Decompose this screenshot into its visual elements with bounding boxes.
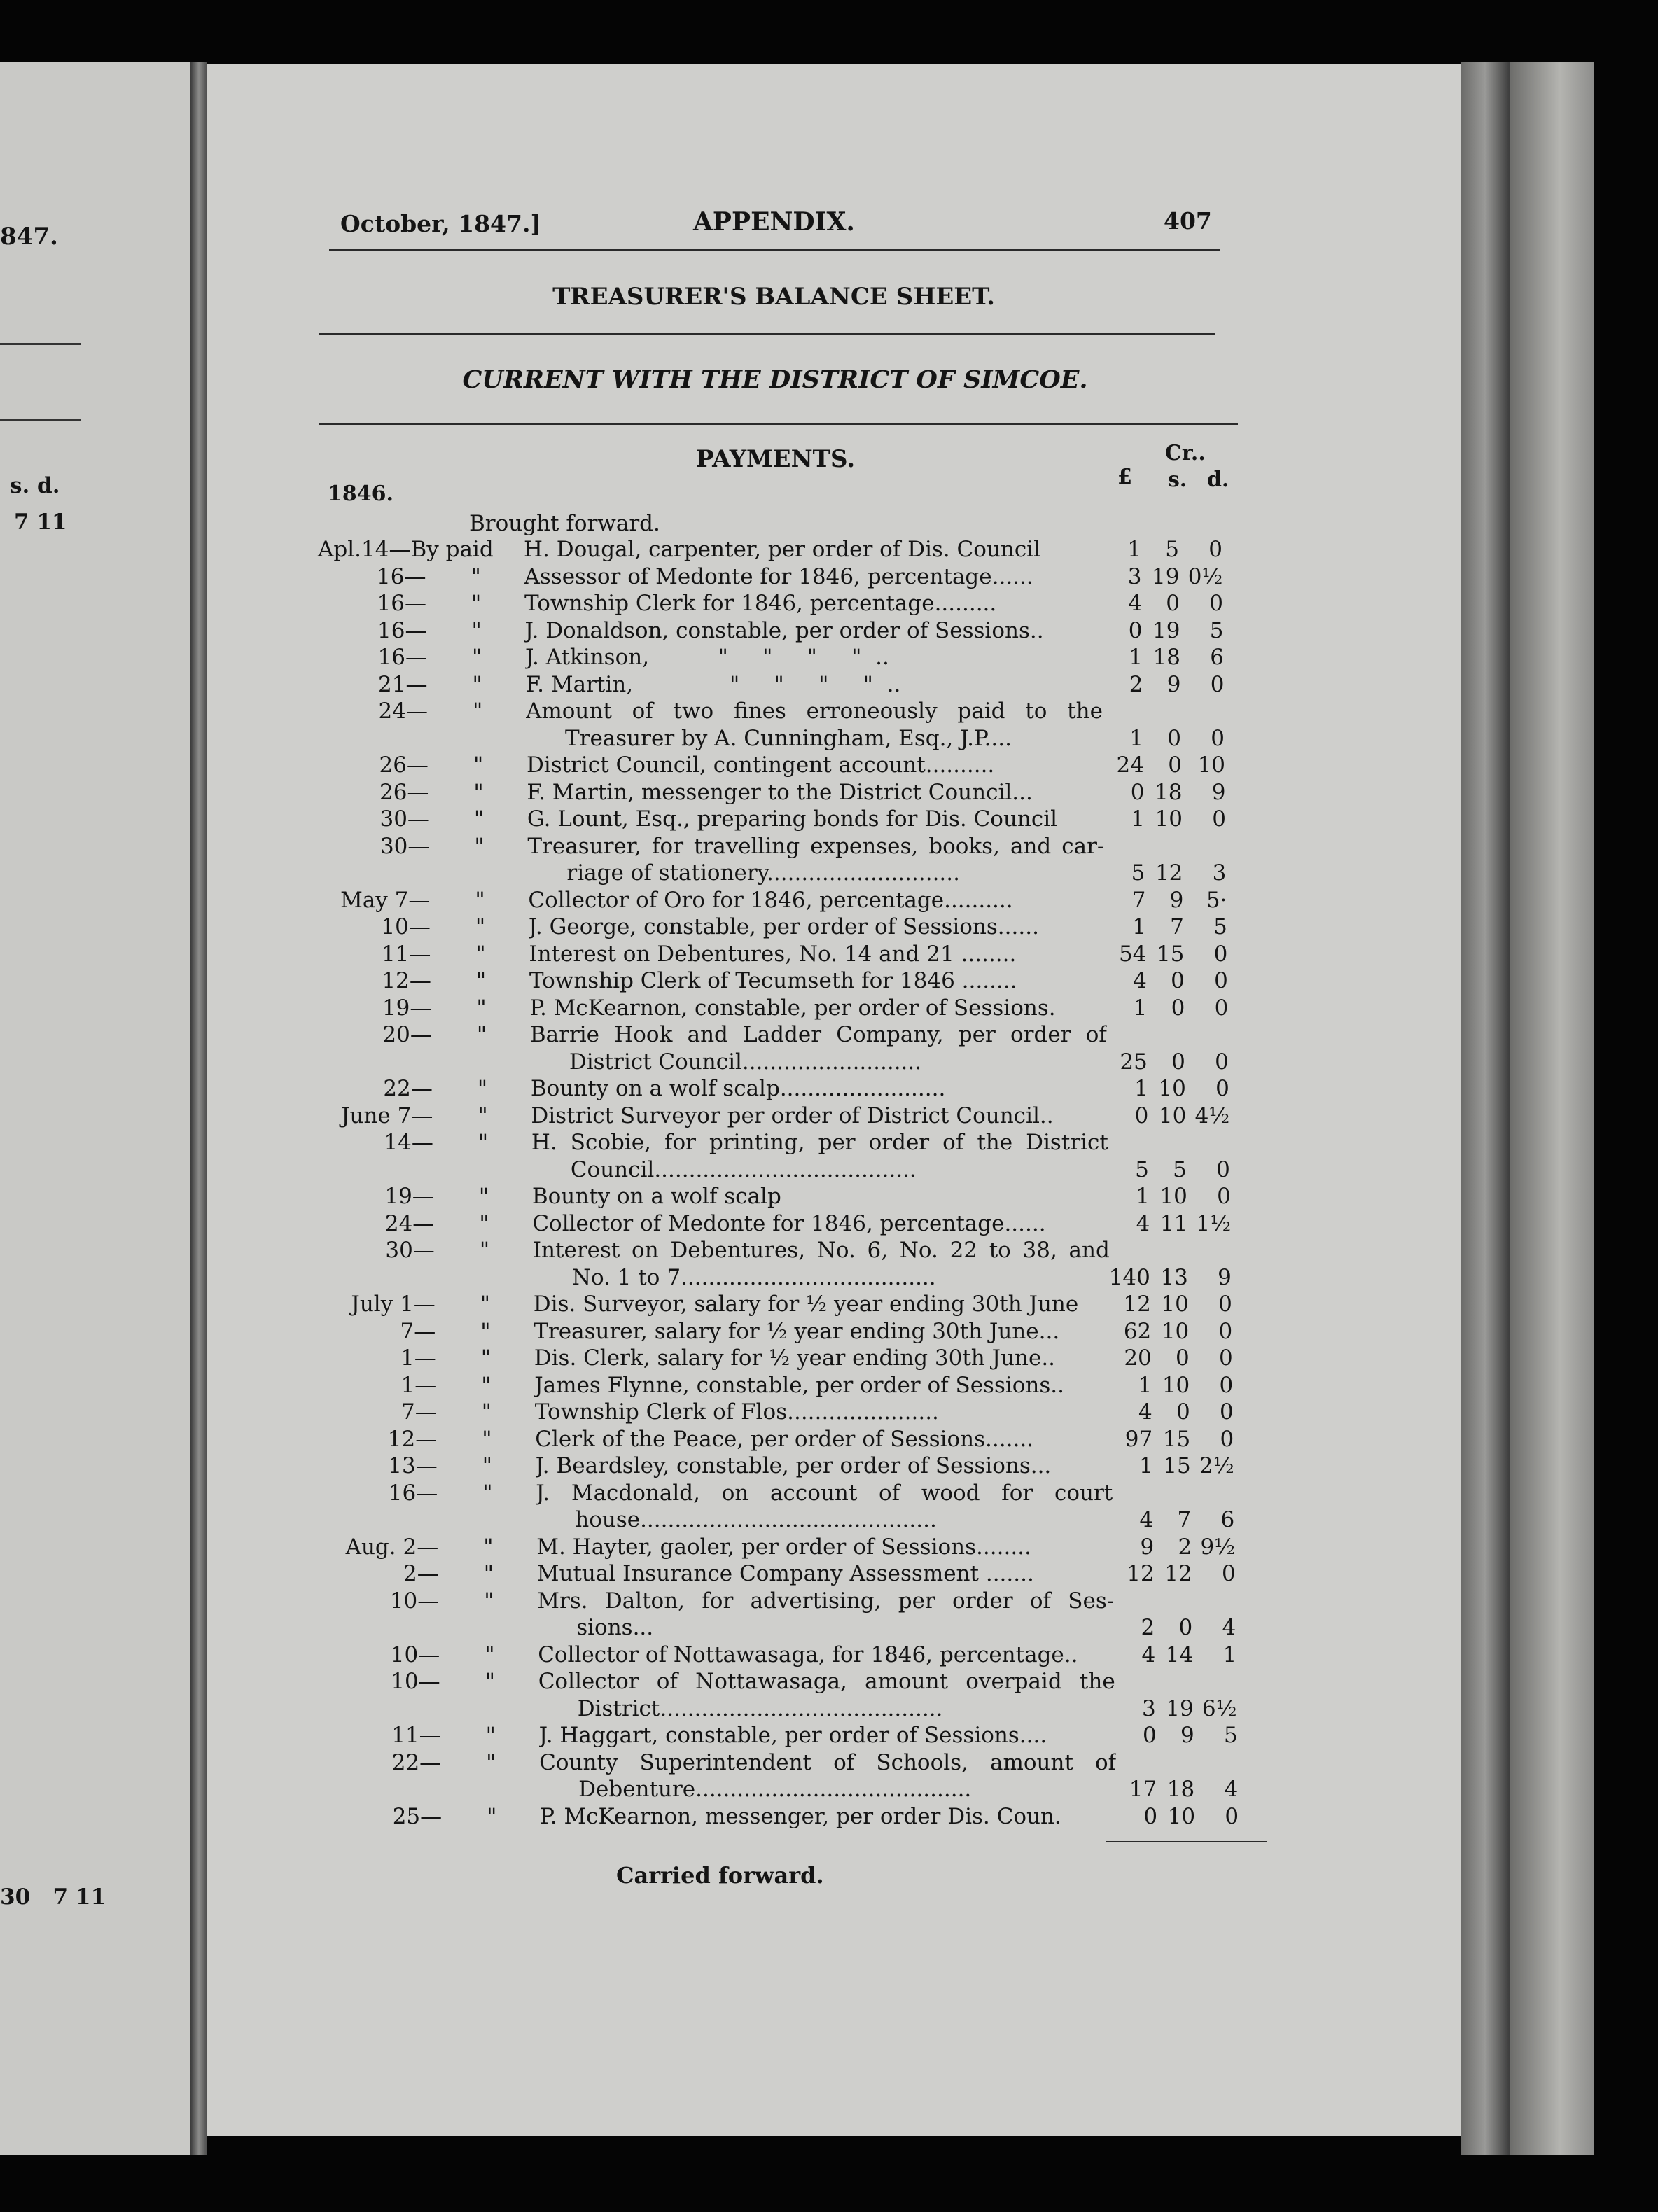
pounds-amount: 12 bbox=[1127, 1561, 1155, 1586]
table-row bbox=[0, 1642, 1658, 1669]
shillings-amount: 10 bbox=[1167, 1803, 1196, 1829]
pounds-amount: 1 bbox=[1133, 995, 1148, 1021]
ditto-mark: " bbox=[480, 1292, 491, 1317]
entry-date: 1— bbox=[400, 1372, 437, 1398]
ditto-mark: " bbox=[472, 699, 483, 724]
entry-date: June 7— bbox=[341, 1102, 433, 1128]
pounds-amount: 0 bbox=[1143, 1803, 1158, 1829]
table-row bbox=[0, 806, 1658, 833]
entry-date: 11— bbox=[391, 1723, 441, 1748]
entry-description: Collector of Nottawasaga, amount overpaid the bbox=[538, 1669, 1115, 1694]
entry-description: H. Scobie, for printing, per order of the District bbox=[531, 1130, 1108, 1155]
pounds-amount: 4 bbox=[1141, 1642, 1156, 1667]
pence-amount: 10 bbox=[1197, 752, 1225, 778]
shillings-amount: 9 bbox=[1169, 887, 1184, 913]
shillings-amount: 10 bbox=[1161, 1292, 1189, 1317]
shillings-amount: 0 bbox=[1167, 725, 1181, 751]
pounds-amount: 5 bbox=[1135, 1156, 1149, 1182]
ditto-mark: " bbox=[482, 1453, 493, 1478]
pounds-amount: 1 bbox=[1131, 806, 1145, 832]
sheet-title: TREASURER'S BALANCE SHEET. bbox=[552, 283, 995, 311]
pence-amount: 4 bbox=[1224, 1777, 1239, 1802]
pounds-amount: 54 bbox=[1118, 941, 1147, 967]
pence-amount: 0 bbox=[1220, 1426, 1234, 1452]
table-row bbox=[0, 752, 1658, 779]
pence-amount: 5 bbox=[1223, 1723, 1238, 1748]
shillings-amount: 11 bbox=[1159, 1210, 1188, 1236]
left-page-year: 847. bbox=[0, 223, 58, 251]
pounds-amount: 1 bbox=[1127, 537, 1141, 562]
entry-description: District Surveyor per order of District Council.. bbox=[531, 1102, 1054, 1128]
entry-description: No. 1 to 7..................................... bbox=[571, 1264, 936, 1290]
shillings-amount: 15 bbox=[1163, 1453, 1191, 1478]
entry-description: J. Macdonald, on account of wood for court bbox=[536, 1480, 1113, 1506]
table-row bbox=[0, 1129, 1658, 1183]
ditto-mark: " bbox=[483, 1534, 494, 1560]
table-row bbox=[0, 1399, 1658, 1426]
pence-amount: 0 bbox=[1214, 968, 1228, 993]
entry-description: Treasurer, for travelling expenses, books, and car- bbox=[527, 833, 1105, 859]
pence-amount: 3 bbox=[1212, 860, 1227, 886]
pence-amount: 9 bbox=[1211, 779, 1226, 805]
ditto-mark: " bbox=[478, 1184, 489, 1209]
entry-description: Treasurer by A. Cunningham, Esq., J.P.... bbox=[564, 725, 1012, 751]
shillings-amount: 0 bbox=[1178, 1615, 1193, 1640]
shillings-amount: 18 bbox=[1166, 1777, 1195, 1802]
entry-description: house........................................... bbox=[575, 1507, 937, 1532]
pence-amount: 0 bbox=[1219, 1372, 1234, 1398]
entry-description: G. Lount, Esq., preparing bonds for Dis. Council bbox=[527, 806, 1058, 832]
ditto-mark: " bbox=[472, 671, 482, 697]
entry-date: 7— bbox=[401, 1399, 437, 1424]
table-row bbox=[0, 1588, 1658, 1642]
shillings-amount: 5 bbox=[1173, 1156, 1187, 1182]
pence-amount: 9 bbox=[1218, 1264, 1232, 1290]
entry-date: 13— bbox=[388, 1453, 438, 1478]
entry-date: July 1— bbox=[351, 1292, 436, 1317]
entry-description: Council...................................... bbox=[570, 1156, 917, 1182]
entry-date: 22— bbox=[391, 1749, 442, 1775]
pounds-amount: 12 bbox=[1123, 1292, 1151, 1317]
entry-date: 25— bbox=[392, 1803, 443, 1829]
table-row bbox=[0, 564, 1658, 591]
entry-description: District Council.......................... bbox=[569, 1049, 922, 1074]
entry-description: H. Dougal, carpenter, per order of Dis. Council bbox=[524, 537, 1041, 562]
table-row bbox=[0, 779, 1658, 806]
pounds-amount: 97 bbox=[1124, 1426, 1153, 1452]
entry-description: M. Hayter, gaoler, per order of Sessions........ bbox=[536, 1534, 1031, 1560]
entry-date: 19— bbox=[384, 1184, 434, 1209]
pounds-amount: 1 bbox=[1139, 1453, 1153, 1478]
shillings-amount: 7 bbox=[1177, 1507, 1192, 1532]
entry-date: 12— bbox=[387, 1426, 438, 1452]
entry-date: 24— bbox=[384, 1210, 435, 1236]
shillings-amount: 2 bbox=[1178, 1534, 1192, 1560]
entry-description: F. Martin, messenger to the District Council... bbox=[527, 779, 1033, 805]
table-row bbox=[0, 1534, 1658, 1561]
ditto-mark: " bbox=[479, 1238, 490, 1263]
pence-amount: 1½ bbox=[1196, 1210, 1232, 1236]
pounds-amount: 2 bbox=[1129, 671, 1143, 697]
shillings-amount: 10 bbox=[1162, 1372, 1190, 1398]
pence-amount: 0 bbox=[1213, 941, 1228, 967]
shillings-amount: 18 bbox=[1152, 645, 1180, 670]
pence-amount: 0 bbox=[1216, 1156, 1230, 1182]
shillings-amount: 10 bbox=[1161, 1318, 1190, 1344]
entry-date: 16— bbox=[388, 1480, 438, 1506]
ditto-mark: " bbox=[487, 1803, 497, 1829]
entry-date: 26— bbox=[379, 752, 429, 778]
shillings-amount: 10 bbox=[1159, 1184, 1187, 1209]
entry-description: F. Martin, " " " " .. bbox=[525, 671, 901, 697]
pounds-amount: 1 bbox=[1136, 1184, 1150, 1209]
shillings-amount: 15 bbox=[1156, 941, 1185, 967]
entry-description: James Flynne, constable, per order of Sessions.. bbox=[534, 1372, 1065, 1398]
table-row bbox=[0, 913, 1658, 941]
table-row bbox=[0, 1372, 1658, 1399]
entry-description: P. McKearnon, messenger, per order Dis. Coun. bbox=[540, 1803, 1061, 1829]
pounds-amount: 4 bbox=[1133, 968, 1147, 993]
entry-description: Barrie Hook and Ladder Company, per order of bbox=[529, 1022, 1107, 1047]
entry-description: Amount of two fines erroneously paid to the bbox=[525, 699, 1103, 724]
left-page-bottom-value: 30 7 11 bbox=[0, 1884, 106, 1910]
ditto-mark: " bbox=[473, 779, 484, 805]
pence-amount: 0 bbox=[1215, 1049, 1229, 1074]
shillings-amount: 9 bbox=[1166, 671, 1181, 697]
entry-date: 20— bbox=[382, 1022, 432, 1047]
entry-description: Interest on Debentures, No. 6, No. 22 to 38, and bbox=[532, 1238, 1110, 1263]
pence-amount: 0 bbox=[1218, 1292, 1232, 1317]
table-row bbox=[0, 1291, 1658, 1318]
pounds-amount: 0 bbox=[1128, 617, 1143, 643]
pounds-amount: 4 bbox=[1136, 1210, 1150, 1236]
table-row bbox=[0, 1075, 1658, 1102]
ditto-mark: " bbox=[475, 968, 487, 993]
entry-description: J. Donaldson, constable, per order of Sessions.. bbox=[524, 617, 1044, 643]
table-row bbox=[0, 1452, 1658, 1480]
shillings-amount: 9 bbox=[1180, 1723, 1194, 1748]
pence-amount: 0 bbox=[1214, 995, 1229, 1021]
ditto-mark: " bbox=[475, 941, 486, 967]
shillings-amount: 0 bbox=[1171, 995, 1185, 1021]
pounds-amount: 4 bbox=[1138, 1399, 1152, 1424]
ditto-mark: " bbox=[471, 564, 481, 589]
page-number: 407 bbox=[1164, 207, 1212, 234]
entry-description: Bounty on a wolf scalp........................ bbox=[530, 1076, 946, 1101]
pence-amount: 0 bbox=[1221, 1561, 1236, 1586]
shillings-amount: 19 bbox=[1152, 617, 1180, 643]
ditto-mark: " bbox=[475, 887, 485, 913]
pounds-amount: 62 bbox=[1123, 1318, 1152, 1344]
pounds-amount: 4 bbox=[1139, 1507, 1154, 1532]
carried-forward: Carried forward. bbox=[616, 1862, 824, 1889]
entry-date: 30— bbox=[379, 833, 430, 859]
entry-date: 24— bbox=[378, 699, 428, 724]
ditto-mark: " bbox=[485, 1669, 495, 1694]
shillings-amount: 15 bbox=[1162, 1426, 1191, 1452]
table-row bbox=[0, 590, 1658, 617]
pence-amount: 5· bbox=[1206, 887, 1227, 913]
entry-description: District......................................... bbox=[577, 1695, 943, 1721]
pence-amount: 0 bbox=[1210, 671, 1225, 697]
pence-amount: 0½ bbox=[1187, 564, 1223, 589]
pence-column-label: d. bbox=[1207, 468, 1229, 492]
pounds-amount: 17 bbox=[1129, 1777, 1157, 1802]
pounds-amount: 1 bbox=[1138, 1372, 1152, 1398]
total-rule bbox=[1106, 1841, 1267, 1842]
table-row bbox=[0, 1560, 1658, 1588]
entry-date: 1— bbox=[400, 1345, 436, 1371]
pence-amount: 0 bbox=[1212, 806, 1226, 832]
entry-description: Collector of Oro for 1846, percentage.......... bbox=[528, 887, 1013, 913]
shillings-amount: 0 bbox=[1171, 1049, 1185, 1074]
pence-amount: 4½ bbox=[1194, 1102, 1230, 1128]
ditto-mark: " bbox=[478, 1130, 489, 1155]
entry-description: J. Haggart, constable, per order of Sessions.... bbox=[538, 1723, 1047, 1748]
pounds-amount: 1 bbox=[1129, 645, 1143, 670]
shillings-amount: 12 bbox=[1155, 860, 1183, 886]
table-row bbox=[0, 833, 1658, 887]
table-row bbox=[0, 967, 1658, 995]
table-row bbox=[0, 1480, 1658, 1534]
pounds-amount: 3 bbox=[1141, 1695, 1156, 1721]
pounds-amount: 4 bbox=[1128, 591, 1142, 616]
entry-date: 16— bbox=[377, 591, 426, 616]
entry-date: May 7— bbox=[340, 887, 431, 913]
table-row bbox=[0, 1318, 1658, 1345]
entry-description: riage of stationery............................ bbox=[566, 860, 960, 886]
pence-amount: 0 bbox=[1220, 1399, 1234, 1424]
ditto-mark: " bbox=[476, 995, 487, 1021]
table-row bbox=[0, 698, 1658, 752]
shillings-amount: 13 bbox=[1160, 1264, 1188, 1290]
pence-amount: 6½ bbox=[1201, 1695, 1237, 1721]
pounds-amount: 24 bbox=[1116, 752, 1144, 778]
entry-date: 10— bbox=[381, 914, 431, 939]
pence-amount: 6 bbox=[1220, 1507, 1235, 1532]
table-row bbox=[0, 1803, 1658, 1830]
ditto-mark: " bbox=[471, 645, 482, 670]
pounds-amount: 5 bbox=[1131, 860, 1145, 886]
pounds-amount: 1 bbox=[1129, 725, 1143, 751]
ditto-mark: " bbox=[476, 1022, 487, 1047]
entry-date: 16— bbox=[377, 645, 427, 670]
pence-amount: 5 bbox=[1213, 914, 1227, 939]
table-row bbox=[0, 1668, 1658, 1722]
table-row bbox=[0, 887, 1658, 914]
entry-description: sions... bbox=[576, 1615, 654, 1640]
entry-date: 26— bbox=[379, 779, 429, 805]
shillings-amount: 0 bbox=[1176, 1399, 1190, 1424]
ditto-mark: " bbox=[480, 1345, 492, 1371]
entry-description: J. Atkinson, " " " " .. bbox=[524, 645, 889, 670]
pence-amount: 9½ bbox=[1200, 1534, 1236, 1560]
table-row bbox=[0, 617, 1658, 645]
entry-description: District Council, contingent account.......... bbox=[526, 752, 995, 778]
entry-date: 21— bbox=[378, 671, 428, 697]
entry-date: 14— bbox=[384, 1130, 433, 1155]
ditto-mark: " bbox=[485, 1723, 496, 1748]
table-row bbox=[0, 671, 1658, 699]
ditto-mark: " bbox=[474, 833, 485, 859]
entry-date: 11— bbox=[381, 941, 431, 967]
table-row bbox=[0, 1210, 1658, 1238]
section-title: APPENDIX. bbox=[693, 207, 855, 237]
left-page-top-value: 7 11 bbox=[14, 510, 67, 535]
pounds-amount: 0 bbox=[1134, 1102, 1149, 1128]
entry-date: 7— bbox=[400, 1318, 436, 1344]
ditto-mark: " bbox=[486, 1749, 496, 1775]
table-row bbox=[0, 995, 1658, 1022]
pence-amount: 0 bbox=[1211, 725, 1225, 751]
pounds-amount: 1 bbox=[1134, 1076, 1148, 1101]
entry-date: 30— bbox=[385, 1238, 435, 1263]
pounds-amount: 0 bbox=[1130, 779, 1145, 805]
left-page-column-labels: s. d. bbox=[10, 473, 60, 498]
entry-date: 12— bbox=[382, 968, 431, 993]
entry-date: 19— bbox=[382, 995, 432, 1021]
shillings-column-label: s. bbox=[1168, 468, 1187, 492]
pounds-amount: 140 bbox=[1108, 1264, 1150, 1290]
entry-description: Collector of Nottawasaga, for 1846, percentage.. bbox=[538, 1642, 1078, 1667]
ditto-mark: " bbox=[483, 1561, 494, 1586]
entry-description: Township Clerk for 1846, percentage......... bbox=[524, 591, 997, 616]
shillings-amount: 12 bbox=[1164, 1561, 1192, 1586]
shillings-amount: 5 bbox=[1165, 537, 1179, 562]
shillings-amount: 14 bbox=[1165, 1642, 1194, 1667]
entry-description: J. George, constable, per order of Sessions...... bbox=[528, 914, 1039, 939]
pounds-amount: 1 bbox=[1132, 914, 1146, 939]
pounds-column-label: £ bbox=[1117, 465, 1132, 489]
table-row bbox=[0, 1345, 1658, 1372]
ditto-mark: " bbox=[480, 1318, 491, 1344]
pence-amount: 1 bbox=[1222, 1642, 1237, 1667]
entry-date: Aug. 2— bbox=[345, 1534, 439, 1560]
entry-description: Mrs. Dalton, for advertising, per order of Ses- bbox=[537, 1588, 1115, 1614]
pounds-amount: 0 bbox=[1142, 1723, 1157, 1748]
pence-amount: 0 bbox=[1215, 1076, 1229, 1101]
table-row bbox=[0, 1183, 1658, 1210]
ditto-mark: " bbox=[471, 591, 482, 616]
shillings-amount: 19 bbox=[1152, 564, 1180, 589]
pence-amount: 0 bbox=[1208, 537, 1222, 562]
running-date: October, 1847.] bbox=[340, 210, 542, 237]
entry-date: 16— bbox=[377, 564, 426, 589]
ditto-mark: " bbox=[475, 914, 486, 939]
pence-amount: 0 bbox=[1225, 1803, 1239, 1829]
credit-heading: Cr.. bbox=[1165, 441, 1206, 465]
entry-date: Apl.14—By paid bbox=[318, 537, 494, 562]
pence-amount: 0 bbox=[1218, 1318, 1233, 1344]
table-row bbox=[0, 941, 1658, 968]
ditto-mark: " bbox=[471, 617, 482, 643]
entry-date: 22— bbox=[383, 1076, 433, 1101]
shillings-amount: 10 bbox=[1155, 806, 1183, 832]
pence-amount: 4 bbox=[1222, 1615, 1236, 1640]
ditto-mark: " bbox=[482, 1426, 492, 1452]
pounds-amount: 20 bbox=[1124, 1345, 1152, 1371]
shillings-amount: 0 bbox=[1166, 591, 1180, 616]
pounds-amount: 9 bbox=[1140, 1534, 1155, 1560]
ditto-mark: " bbox=[473, 806, 485, 832]
ditto-mark: " bbox=[481, 1399, 492, 1424]
table-row bbox=[0, 1102, 1658, 1130]
ditto-mark: " bbox=[478, 1102, 488, 1128]
table-row bbox=[0, 1426, 1658, 1453]
entry-description: Assessor of Medonte for 1846, percentage...... bbox=[524, 564, 1033, 589]
table-row bbox=[0, 1021, 1658, 1075]
entry-description: Debenture........................................ bbox=[578, 1777, 972, 1802]
payments-heading: PAYMENTS. bbox=[696, 445, 856, 473]
entry-date: 10— bbox=[389, 1588, 440, 1614]
entry-description: Dis. Clerk, salary for ½ year ending 30th June.. bbox=[534, 1345, 1056, 1371]
entry-description: P. McKearnon, constable, per order of Sessions. bbox=[529, 995, 1056, 1021]
table-row bbox=[0, 644, 1658, 671]
entry-description: County Superintendent of Schools, amount of bbox=[539, 1749, 1117, 1775]
entry-date: 16— bbox=[377, 617, 427, 643]
shillings-amount: 18 bbox=[1154, 779, 1183, 805]
entry-date: 2— bbox=[403, 1561, 439, 1586]
entry-description: Township Clerk of Tecumseth for 1846 ........ bbox=[529, 968, 1017, 993]
ditto-mark: " bbox=[485, 1642, 495, 1667]
entry-description: Mutual Insurance Company Assessment ....... bbox=[536, 1561, 1034, 1586]
entry-date: 10— bbox=[391, 1669, 440, 1694]
pence-amount: 5 bbox=[1209, 617, 1224, 643]
entry-description: Township Clerk of Flos...................... bbox=[534, 1399, 939, 1424]
pence-amount: 0 bbox=[1209, 591, 1223, 616]
entry-description: Clerk of the Peace, per order of Sessions....... bbox=[535, 1426, 1034, 1452]
ditto-mark: " bbox=[473, 752, 484, 778]
pounds-amount: 3 bbox=[1127, 564, 1142, 589]
entry-description: Interest on Debentures, No. 14 and 21 ........ bbox=[529, 941, 1017, 967]
table-row bbox=[0, 536, 1658, 564]
year-label: 1846. bbox=[328, 482, 393, 506]
ditto-mark: " bbox=[481, 1372, 492, 1398]
entry-description: Bounty on a wolf scalp bbox=[531, 1184, 781, 1209]
shillings-amount: 0 bbox=[1171, 968, 1185, 993]
table-row bbox=[0, 1237, 1658, 1291]
entry-date: 10— bbox=[390, 1642, 440, 1667]
entry-description: Treasurer, salary for ½ year ending 30th June... bbox=[534, 1318, 1060, 1344]
table-row bbox=[0, 1749, 1658, 1803]
shillings-amount: 10 bbox=[1158, 1102, 1187, 1128]
pounds-amount: 25 bbox=[1120, 1049, 1148, 1074]
shillings-amount: 19 bbox=[1166, 1695, 1194, 1721]
ditto-mark: " bbox=[479, 1210, 489, 1236]
entry-description: J. Beardsley, constable, per order of Sessions... bbox=[535, 1453, 1052, 1478]
ditto-mark: " bbox=[477, 1076, 488, 1101]
shillings-amount: 10 bbox=[1158, 1076, 1186, 1101]
entry-date: 30— bbox=[379, 806, 429, 832]
sheet-subtitle: CURRENT WITH THE DISTRICT OF SIMCOE. bbox=[462, 365, 1088, 394]
shillings-amount: 7 bbox=[1170, 914, 1184, 939]
pence-amount: 6 bbox=[1210, 645, 1224, 670]
pounds-amount: 2 bbox=[1141, 1615, 1155, 1640]
pounds-amount: 7 bbox=[1131, 887, 1146, 913]
ditto-mark: " bbox=[484, 1588, 494, 1614]
entry-description: Collector of Medonte for 1846, percentage...... bbox=[532, 1210, 1046, 1236]
brought-forward: Brought forward. bbox=[469, 511, 660, 536]
table-row bbox=[0, 1722, 1658, 1749]
pence-amount: 0 bbox=[1219, 1345, 1233, 1371]
pence-amount: 2½ bbox=[1199, 1453, 1234, 1478]
entry-description: Dis. Surveyor, salary for ½ year ending 30th June bbox=[533, 1292, 1079, 1317]
pence-amount: 0 bbox=[1217, 1184, 1231, 1209]
shillings-amount: 0 bbox=[1176, 1345, 1190, 1371]
ditto-mark: " bbox=[482, 1480, 493, 1506]
shillings-amount: 0 bbox=[1168, 752, 1182, 778]
